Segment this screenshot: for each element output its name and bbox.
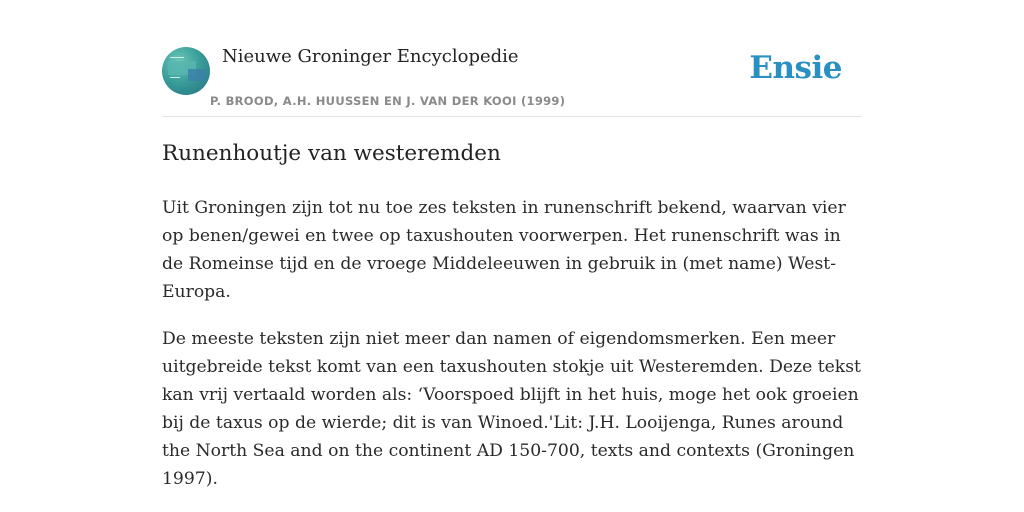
article-title: Runenhoutje van westeremden (162, 141, 501, 166)
book-title[interactable]: Nieuwe Groninger Encyclopedie (222, 46, 519, 67)
cover-decoration (170, 57, 184, 58)
article-paragraph: Uit Groningen zijn tot nu toe zes teksten in runenschrift bekend, waarvan vier op benen/gewei en twee op taxushouten voorwerpen. Het runenschrift was in de Romeinse tijd en de vroege Middeleeuwen in gebruik in (met name) West-Europa. (162, 198, 846, 302)
cover-decoration (188, 69, 206, 81)
article-body (162, 194, 864, 512)
ensie-logo-link[interactable]: Ensie (749, 50, 842, 86)
book-cover-icon[interactable] (162, 47, 210, 95)
book-authors: P. BROOD, A.H. HUUSSEN EN J. VAN DER KOOI (1999) (210, 94, 566, 108)
header (162, 46, 862, 117)
cover-decoration (170, 77, 180, 78)
article-paragraph: De meeste teksten zijn niet meer dan namen of eigendomsmerken. Een meer uitgebreide tekst komt van een taxushouten stokje uit Westeremden. Deze tekst kan vrij vertaald worden als: ‘Voorspoed blijft in het huis, moge het ook groeien bij de taxus op de wierde; dit is van Winoed.'Lit: J.H. Looijenga, Runes around the North Sea and on the continent AD 150-700, texts and contexts (Groningen 1997). (162, 329, 861, 489)
